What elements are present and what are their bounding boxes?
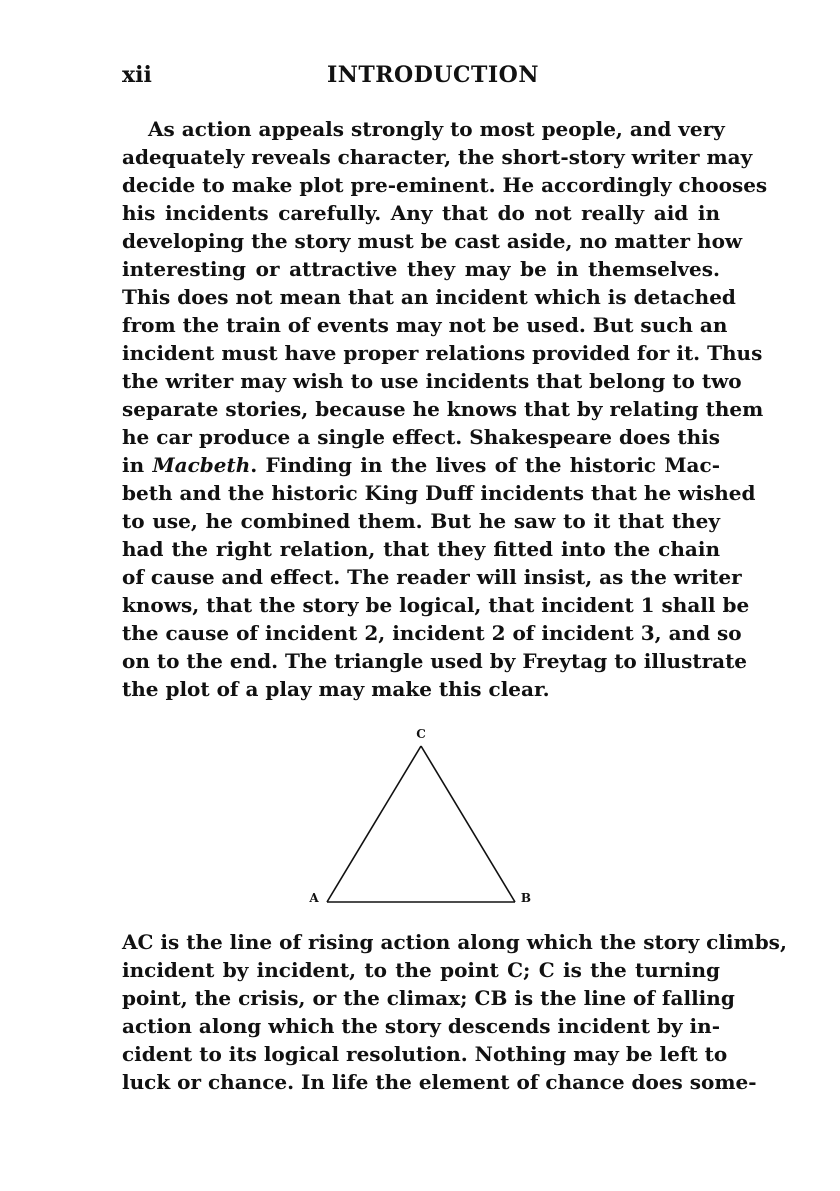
text-line: of cause and effect. The reader will insist, as the writer xyxy=(122,565,742,589)
text-line: action along which the story descends incident by in- xyxy=(122,1014,720,1038)
text-line: incident by incident, to the point C; C is the turning xyxy=(122,958,720,982)
text-line: to use, he combined them. But he saw to it that they xyxy=(122,509,720,533)
paragraph-plot xyxy=(122,115,768,703)
text-line: knows, that the story be logical, that incident 1 shall be xyxy=(122,593,750,617)
paragraph-triangle-explanation xyxy=(122,928,787,1096)
text-line: he car produce a single effect. Shakespeare does this xyxy=(122,425,720,449)
text-line: cident to its logical resolution. Nothing may be left to xyxy=(122,1042,728,1066)
play-title-macbeth: Macbeth xyxy=(152,453,251,477)
text-line: interesting or attractive they may be in themselves. xyxy=(122,257,720,281)
text-fragment: in xyxy=(122,453,153,477)
text-line: luck or chance. In life the element of chance does some- xyxy=(122,1070,757,1094)
page-number: xii xyxy=(122,62,152,88)
running-head xyxy=(122,62,722,98)
freytag-triangle xyxy=(300,722,540,912)
text-line: separate stories, because he knows that by relating them xyxy=(122,397,764,421)
line-cb-falling-action xyxy=(421,746,515,902)
text-line: on to the end. The triangle used by Freytag to illustrate xyxy=(122,649,748,673)
line-ac-rising-action xyxy=(327,746,421,902)
text-line: beth and the historic King Duff incidents that he wished xyxy=(122,481,756,505)
vertex-label-a: A xyxy=(309,891,319,905)
text-line: decide to make plot pre-eminent. He accordingly chooses xyxy=(122,173,768,197)
text-line: adequately reveals character, the short-story writer may xyxy=(122,145,753,169)
text-line: his incidents carefully. Any that do not really aid in xyxy=(122,201,720,225)
vertex-label-b: B xyxy=(520,891,532,905)
text-line: the plot of a play may make this clear. xyxy=(122,677,550,701)
text-line: the cause of incident 2, incident 2 of incident 3, and so xyxy=(122,621,742,645)
text-line: This does not mean that an incident which is detached xyxy=(122,285,736,309)
text-line: from the train of events may not be used. But such an xyxy=(122,313,728,337)
text-line: had the right relation, that they fitted into the chain xyxy=(122,537,720,561)
text-line: AC is the line of rising action along which the story climbs, xyxy=(122,930,787,954)
text-line: the writer may wish to use incidents that belong to two xyxy=(122,369,742,393)
text-line: incident must have proper relations provided for it. Thus xyxy=(122,341,763,365)
text-line: developing the story must be cast aside, no matter how xyxy=(122,229,743,253)
text-line: point, the crisis, or the climax; CB is the line of falling xyxy=(122,986,735,1010)
text-line-macbeth xyxy=(122,451,720,479)
chapter-title: INTRODUCTION xyxy=(327,62,539,88)
text-fragment: . Finding in the lives of the historic Mac- xyxy=(250,453,720,477)
vertex-label-c: C xyxy=(416,727,426,741)
freytag-triangle-figure xyxy=(300,722,540,912)
text-line: As action appeals strongly to most people, and very xyxy=(148,117,725,141)
